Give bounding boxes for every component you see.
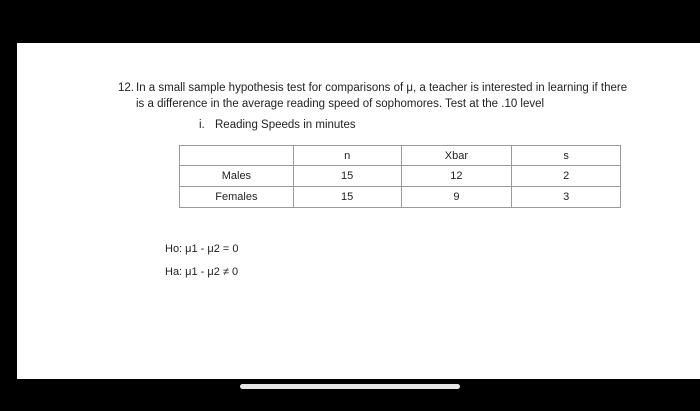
- question-line-2: is a difference in the average reading speed of sophomores. Test at the .10 level: [136, 98, 545, 110]
- question-number: 12.: [118, 82, 134, 94]
- question-line-1-text: In a small sample hypothesis test for comparisons of μ, a teacher is interested in learning if there: [136, 82, 628, 94]
- table-cell: 15: [293, 187, 401, 208]
- subitem-title: Reading Speeds in minutes: [215, 119, 356, 131]
- table-header-row: [180, 146, 621, 166]
- null-hypothesis: Ho: μ1 - μ2 = 0: [165, 243, 239, 255]
- question-text: [118, 80, 658, 112]
- table-row: [180, 166, 621, 187]
- table-cell: 3: [512, 187, 621, 208]
- table-header-cell: [180, 146, 294, 166]
- table-cell: Males: [180, 166, 294, 187]
- home-indicator-bar[interactable]: [240, 384, 460, 389]
- subitem-numeral: i.: [199, 119, 205, 131]
- question-line-1: [118, 80, 658, 96]
- document-page: [17, 43, 700, 379]
- table-header-cell: Xbar: [401, 146, 512, 166]
- table-cell: 9: [401, 187, 512, 208]
- table-cell: Females: [180, 187, 294, 208]
- table-header-cell: n: [293, 146, 401, 166]
- reading-speeds-table: [179, 145, 621, 208]
- alternative-hypothesis: Ha: μ1 - μ2 ≠ 0: [165, 266, 239, 278]
- table-cell: 15: [293, 166, 401, 187]
- table-cell: 2: [512, 166, 621, 187]
- table-cell: 12: [401, 166, 512, 187]
- subitem-heading: [199, 119, 356, 131]
- table-header-cell: s: [512, 146, 621, 166]
- table-row: [180, 187, 621, 208]
